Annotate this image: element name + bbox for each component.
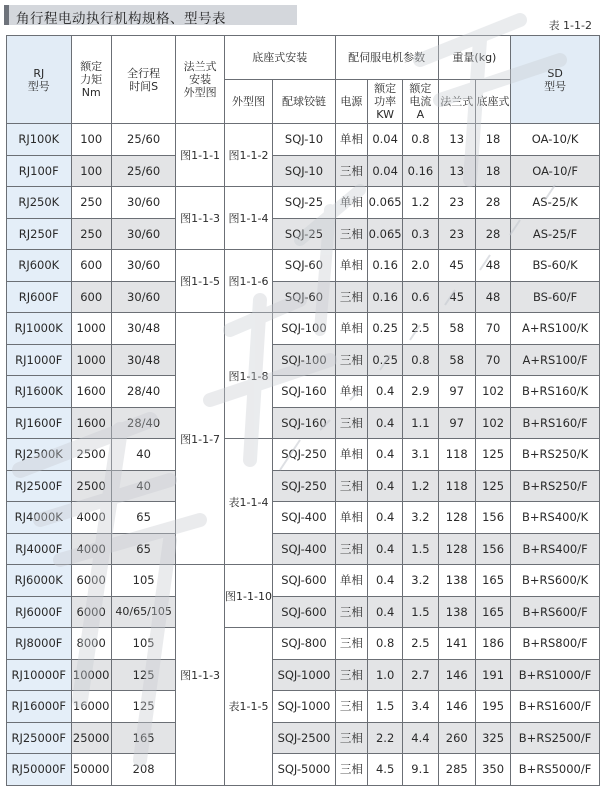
cell-rated-power: 0.4	[367, 470, 402, 502]
cell-base-weight: 102	[475, 376, 510, 408]
table-row	[7, 376, 600, 408]
cell-base-weight: 165	[475, 565, 510, 597]
cell-ball-hinge: SQJ-250	[273, 470, 336, 502]
cell-model: RJ25000F	[7, 722, 72, 754]
cell-stroke-time: 28/40	[111, 407, 176, 439]
cell-stroke-time: 40	[111, 470, 176, 502]
table-number: 表 1-1-2	[548, 19, 592, 32]
cell-stroke-time: 40	[111, 439, 176, 471]
cell-rated-current: 0.3	[403, 218, 438, 250]
cell-base-outline: 图1-1-10	[224, 565, 272, 628]
cell-power-source: 三相	[335, 628, 367, 660]
cell-stroke-time: 125	[111, 691, 176, 723]
cell-sd-model: AS-25/K	[511, 187, 600, 219]
cell-flange-weight: 146	[438, 691, 475, 723]
cell-power-source: 三相	[335, 218, 367, 250]
cell-rated-current: 0.6	[403, 281, 438, 313]
cell-flange-weight: 141	[438, 628, 475, 660]
cell-base-weight: 191	[475, 659, 510, 691]
cell-rated-current: 1.5	[403, 596, 438, 628]
table-row	[7, 281, 600, 313]
cell-sd-model: OA-10/F	[511, 155, 600, 187]
cell-rated-power: 0.4	[367, 565, 402, 597]
cell-rated-current: 1.5	[403, 533, 438, 565]
header-rj-model: RJ 型号	[7, 36, 72, 124]
cell-torque: 600	[71, 250, 111, 282]
cell-rated-current: 0.16	[403, 155, 438, 187]
cell-torque: 100	[71, 124, 111, 156]
cell-sd-model: B+RS250/F	[511, 470, 600, 502]
table-row	[7, 691, 600, 723]
cell-stroke-time: 30/60	[111, 218, 176, 250]
cell-flange-weight: 45	[438, 281, 475, 313]
cell-sd-model: AS-25/F	[511, 218, 600, 250]
header-full-stroke: 全行程 时间S	[111, 36, 176, 124]
table-row	[7, 218, 600, 250]
cell-torque: 1000	[71, 344, 111, 376]
cell-model: RJ6000K	[7, 565, 72, 597]
cell-base-weight: 156	[475, 502, 510, 534]
cell-ball-hinge: SQJ-2500	[273, 722, 336, 754]
cell-model: RJ10000F	[7, 659, 72, 691]
cell-ball-hinge: SQJ-400	[273, 502, 336, 534]
cell-ball-hinge: SQJ-60	[273, 281, 336, 313]
cell-torque: 100	[71, 155, 111, 187]
cell-base-weight: 28	[475, 187, 510, 219]
cell-base-weight: 28	[475, 218, 510, 250]
cell-model: RJ250F	[7, 218, 72, 250]
cell-sd-model: BS-60/F	[511, 281, 600, 313]
cell-flange-weight: 138	[438, 596, 475, 628]
cell-flange-weight: 128	[438, 533, 475, 565]
cell-sd-model: B+RS160/F	[511, 407, 600, 439]
cell-rated-current: 0.8	[403, 344, 438, 376]
cell-base-outline: 图1-1-6	[224, 250, 272, 313]
cell-base-weight: 102	[475, 407, 510, 439]
cell-base-weight: 48	[475, 250, 510, 282]
cell-base-weight: 165	[475, 596, 510, 628]
cell-model: RJ1600K	[7, 376, 72, 408]
cell-flange-outline: 图1-1-7	[176, 313, 224, 565]
table-row	[7, 754, 600, 786]
cell-flange-outline: 图1-1-5	[176, 250, 224, 313]
cell-rated-current: 1.2	[403, 187, 438, 219]
cell-flange-weight: 118	[438, 439, 475, 471]
cell-sd-model: B+RS400/F	[511, 533, 600, 565]
header-torque: 额定 力矩 Nm	[71, 36, 111, 124]
cell-base-outline: 图1-1-4	[224, 187, 272, 250]
cell-base-outline: 图1-1-8	[224, 313, 272, 439]
cell-rated-current: 3.2	[403, 565, 438, 597]
cell-power-source: 三相	[335, 754, 367, 786]
cell-rated-current: 3.1	[403, 439, 438, 471]
table-row	[7, 155, 600, 187]
cell-rated-current: 3.4	[403, 691, 438, 723]
table-row	[7, 470, 600, 502]
header-flange: 法兰式 安装 外型图	[176, 36, 224, 124]
cell-stroke-time: 30/60	[111, 187, 176, 219]
cell-ball-hinge: SQJ-10	[273, 155, 336, 187]
cell-flange-weight: 260	[438, 722, 475, 754]
cell-rated-power: 0.4	[367, 407, 402, 439]
cell-ball-hinge: SQJ-100	[273, 313, 336, 345]
cell-stroke-time: 30/48	[111, 313, 176, 345]
cell-stroke-time: 25/60	[111, 155, 176, 187]
cell-rated-current: 2.7	[403, 659, 438, 691]
table-row	[7, 439, 600, 471]
header-flange-weight: 法兰式	[438, 80, 475, 124]
cell-power-source: 单相	[335, 187, 367, 219]
cell-flange-weight: 138	[438, 565, 475, 597]
cell-torque: 25000	[71, 722, 111, 754]
cell-torque: 600	[71, 281, 111, 313]
cell-rated-current: 1.1	[403, 407, 438, 439]
table-row	[7, 313, 600, 345]
cell-flange-outline: 图1-1-1	[176, 124, 224, 187]
cell-power-source: 三相	[335, 533, 367, 565]
cell-rated-current: 2.9	[403, 376, 438, 408]
header-sd-model: SD 型号	[511, 36, 600, 124]
header-weight: 重量(kg)	[438, 36, 511, 80]
cell-torque: 1600	[71, 376, 111, 408]
cell-rated-power: 0.25	[367, 344, 402, 376]
cell-base-weight: 18	[475, 155, 510, 187]
cell-flange-weight: 128	[438, 502, 475, 534]
cell-sd-model: B+RS1000/F	[511, 659, 600, 691]
cell-stroke-time: 105	[111, 565, 176, 597]
cell-base-weight: 70	[475, 344, 510, 376]
cell-ball-hinge: SQJ-1000	[273, 659, 336, 691]
cell-base-weight: 186	[475, 628, 510, 660]
cell-torque: 50000	[71, 754, 111, 786]
cell-ball-hinge: SQJ-5000	[273, 754, 336, 786]
cell-rated-power: 0.8	[367, 628, 402, 660]
cell-sd-model: B+RS1600/F	[511, 691, 600, 723]
cell-torque: 6000	[71, 565, 111, 597]
cell-base-weight: 350	[475, 754, 510, 786]
header-outline: 外型图	[224, 80, 272, 124]
cell-base-weight: 70	[475, 313, 510, 345]
cell-ball-hinge: SQJ-160	[273, 407, 336, 439]
cell-stroke-time: 208	[111, 754, 176, 786]
cell-rated-current: 0.8	[403, 124, 438, 156]
cell-stroke-time: 105	[111, 628, 176, 660]
cell-stroke-time: 165	[111, 722, 176, 754]
cell-rated-power: 2.2	[367, 722, 402, 754]
cell-flange-weight: 118	[438, 470, 475, 502]
cell-torque: 6000	[71, 596, 111, 628]
cell-model: RJ100K	[7, 124, 72, 156]
cell-torque: 4000	[71, 533, 111, 565]
cell-sd-model: B+RS800/F	[511, 628, 600, 660]
cell-power-source: 单相	[335, 250, 367, 282]
cell-torque: 10000	[71, 659, 111, 691]
cell-ball-hinge: SQJ-25	[273, 218, 336, 250]
cell-sd-model: OA-10/K	[511, 124, 600, 156]
cell-rated-current: 9.1	[403, 754, 438, 786]
cell-sd-model: B+RS5000/F	[511, 754, 600, 786]
table-row	[7, 596, 600, 628]
cell-flange-outline: 图1-1-3	[176, 187, 224, 250]
cell-power-source: 三相	[335, 596, 367, 628]
cell-torque: 250	[71, 218, 111, 250]
cell-base-weight: 156	[475, 533, 510, 565]
cell-rated-current: 4.4	[403, 722, 438, 754]
cell-sd-model: B+RS600/F	[511, 596, 600, 628]
cell-flange-weight: 13	[438, 124, 475, 156]
table-row	[7, 250, 600, 282]
cell-torque: 250	[71, 187, 111, 219]
cell-model: RJ1600F	[7, 407, 72, 439]
cell-power-source: 三相	[335, 691, 367, 723]
cell-model: RJ16000F	[7, 691, 72, 723]
cell-rated-current: 1.2	[403, 470, 438, 502]
cell-model: RJ4000K	[7, 502, 72, 534]
cell-stroke-time: 30/48	[111, 344, 176, 376]
cell-rated-current: 2.5	[403, 628, 438, 660]
cell-base-outline: 表1-1-4	[224, 439, 272, 565]
cell-ball-hinge: SQJ-600	[273, 565, 336, 597]
cell-rated-current: 2.0	[403, 250, 438, 282]
cell-ball-hinge: SQJ-25	[273, 187, 336, 219]
cell-rated-current: 2.5	[403, 313, 438, 345]
cell-torque: 1600	[71, 407, 111, 439]
cell-sd-model: A+RS100/K	[511, 313, 600, 345]
header-base-weight: 底座式	[475, 80, 510, 124]
cell-flange-weight: 45	[438, 250, 475, 282]
table-row	[7, 628, 600, 660]
table-row	[7, 565, 600, 597]
cell-rated-power: 1.5	[367, 691, 402, 723]
cell-flange-outline: 图1-1-3	[176, 565, 224, 786]
cell-model: RJ1000K	[7, 313, 72, 345]
cell-power-source: 单相	[335, 124, 367, 156]
cell-ball-hinge: SQJ-100	[273, 344, 336, 376]
cell-model: RJ2500K	[7, 439, 72, 471]
cell-stroke-time: 65	[111, 502, 176, 534]
cell-ball-hinge: SQJ-160	[273, 376, 336, 408]
cell-base-weight: 325	[475, 722, 510, 754]
table-row	[7, 659, 600, 691]
table-row	[7, 344, 600, 376]
cell-rated-power: 0.04	[367, 124, 402, 156]
cell-stroke-time: 125	[111, 659, 176, 691]
cell-ball-hinge: SQJ-600	[273, 596, 336, 628]
spec-table	[6, 35, 600, 786]
cell-torque: 2500	[71, 439, 111, 471]
cell-model: RJ600K	[7, 250, 72, 282]
cell-torque: 4000	[71, 502, 111, 534]
cell-power-source: 三相	[335, 407, 367, 439]
cell-sd-model: B+RS2500/F	[511, 722, 600, 754]
cell-rated-power: 0.4	[367, 533, 402, 565]
cell-rated-power: 0.25	[367, 313, 402, 345]
cell-power-source: 三相	[335, 659, 367, 691]
cell-stroke-time: 25/60	[111, 124, 176, 156]
cell-ball-hinge: SQJ-1000	[273, 691, 336, 723]
header-base-mount: 底座式安装	[224, 36, 335, 80]
cell-rated-power: 0.04	[367, 155, 402, 187]
cell-model: RJ600F	[7, 281, 72, 313]
cell-flange-weight: 58	[438, 313, 475, 345]
cell-sd-model: A+RS100/F	[511, 344, 600, 376]
cell-rated-power: 0.4	[367, 439, 402, 471]
cell-rated-power: 1.0	[367, 659, 402, 691]
cell-power-source: 三相	[335, 470, 367, 502]
cell-stroke-time: 28/40	[111, 376, 176, 408]
cell-ball-hinge: SQJ-60	[273, 250, 336, 282]
cell-power-source: 单相	[335, 439, 367, 471]
cell-stroke-time: 65	[111, 533, 176, 565]
header-servo-params: 配伺服电机参数	[335, 36, 438, 80]
cell-power-source: 单相	[335, 565, 367, 597]
page-title: 角行程电动执行机构规格、型号表	[16, 11, 226, 27]
cell-rated-power: 4.5	[367, 754, 402, 786]
cell-model: RJ4000F	[7, 533, 72, 565]
cell-flange-weight: 23	[438, 187, 475, 219]
cell-power-source: 三相	[335, 722, 367, 754]
cell-ball-hinge: SQJ-400	[273, 533, 336, 565]
cell-ball-hinge: SQJ-250	[273, 439, 336, 471]
cell-flange-weight: 97	[438, 407, 475, 439]
header-rated-current: 额定 电流 A	[403, 80, 438, 124]
cell-rated-power: 0.16	[367, 281, 402, 313]
table-row	[7, 533, 600, 565]
header-power-source: 电源	[335, 80, 367, 124]
cell-ball-hinge: SQJ-10	[273, 124, 336, 156]
cell-stroke-time: 30/60	[111, 281, 176, 313]
cell-ball-hinge: SQJ-800	[273, 628, 336, 660]
cell-stroke-time: 30/60	[111, 250, 176, 282]
header-rated-power: 额定 功率 KW	[367, 80, 402, 124]
cell-model: RJ250K	[7, 187, 72, 219]
cell-model: RJ1000F	[7, 344, 72, 376]
cell-model: RJ50000F	[7, 754, 72, 786]
table-row	[7, 187, 600, 219]
cell-model: RJ2500F	[7, 470, 72, 502]
cell-power-source: 单相	[335, 502, 367, 534]
cell-base-outline: 表1-1-5	[224, 628, 272, 786]
cell-power-source: 三相	[335, 344, 367, 376]
cell-rated-power: 0.16	[367, 250, 402, 282]
cell-rated-power: 0.065	[367, 187, 402, 219]
cell-base-weight: 18	[475, 124, 510, 156]
cell-flange-weight: 285	[438, 754, 475, 786]
cell-rated-power: 0.4	[367, 376, 402, 408]
table-row	[7, 407, 600, 439]
cell-sd-model: B+RS160/K	[511, 376, 600, 408]
cell-rated-power: 0.4	[367, 596, 402, 628]
cell-sd-model: B+RS600/K	[511, 565, 600, 597]
cell-power-source: 三相	[335, 281, 367, 313]
cell-sd-model: BS-60/K	[511, 250, 600, 282]
cell-rated-power: 0.4	[367, 502, 402, 534]
cell-torque: 8000	[71, 628, 111, 660]
cell-sd-model: B+RS250/K	[511, 439, 600, 471]
table-row	[7, 502, 600, 534]
cell-model: RJ8000F	[7, 628, 72, 660]
cell-flange-weight: 146	[438, 659, 475, 691]
cell-base-weight: 125	[475, 470, 510, 502]
cell-torque: 16000	[71, 691, 111, 723]
cell-base-weight: 48	[475, 281, 510, 313]
cell-base-weight: 195	[475, 691, 510, 723]
cell-base-weight: 125	[475, 439, 510, 471]
cell-torque: 1000	[71, 313, 111, 345]
header-ball-hinge: 配球铰链	[273, 80, 336, 124]
cell-power-source: 单相	[335, 376, 367, 408]
cell-base-outline: 图1-1-2	[224, 124, 272, 187]
cell-sd-model: B+RS400/K	[511, 502, 600, 534]
cell-rated-current: 3.2	[403, 502, 438, 534]
cell-power-source: 三相	[335, 155, 367, 187]
cell-rated-power: 0.065	[367, 218, 402, 250]
cell-stroke-time: 40/65/105	[111, 596, 176, 628]
cell-power-source: 单相	[335, 313, 367, 345]
cell-flange-weight: 97	[438, 376, 475, 408]
table-row	[7, 722, 600, 754]
cell-model: RJ6000F	[7, 596, 72, 628]
table-row	[7, 124, 600, 156]
cell-flange-weight: 13	[438, 155, 475, 187]
cell-flange-weight: 58	[438, 344, 475, 376]
cell-flange-weight: 23	[438, 218, 475, 250]
cell-model: RJ100F	[7, 155, 72, 187]
cell-torque: 2500	[71, 470, 111, 502]
